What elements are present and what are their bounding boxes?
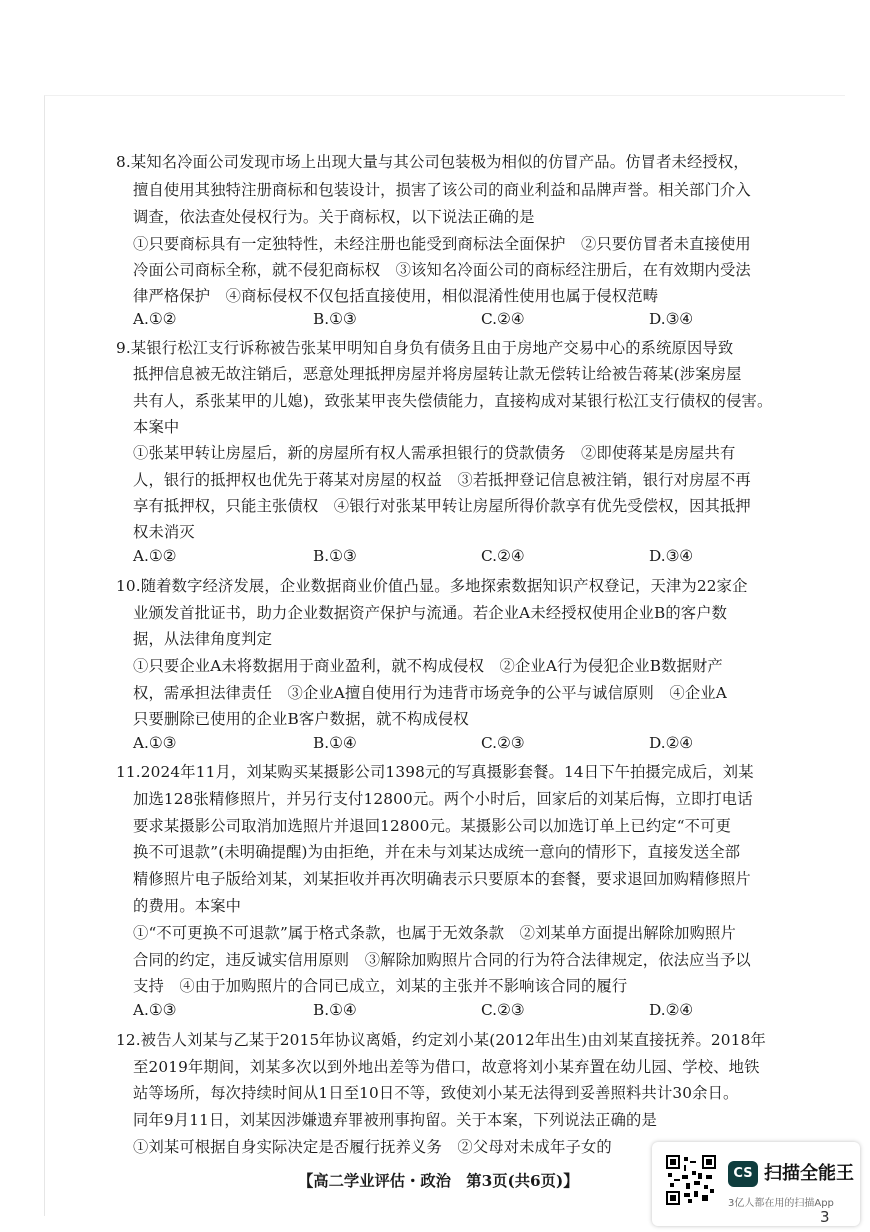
q9-line-8: 权未消灭 bbox=[133, 523, 195, 541]
q11-line-6: 的费用。本案中 bbox=[133, 897, 242, 915]
q9-line-5: ①张某甲转让房屋后，新的房屋所有权人需承担银行的贷款债务 ②即使蒋某是房屋共有 bbox=[133, 444, 736, 462]
q8-choice-b: B.①③ bbox=[313, 310, 357, 328]
q9-line-2: 抵押信息被无故注销后，恶意处理抵押房屋并将房屋转让款无偿转让给被告蒋某(涉案房屋 bbox=[133, 365, 742, 383]
q9-line-4: 本案中 bbox=[133, 418, 180, 436]
q8-choice-a: A.①② bbox=[133, 310, 177, 328]
q12-line-4: 同年9月11日，刘某因涉嫌遗弃罪被刑事拘留。关于本案，下列说法正确的是 bbox=[133, 1111, 657, 1129]
q10-choice-a: A.①③ bbox=[133, 734, 177, 752]
q9-choices bbox=[133, 547, 733, 567]
qr-code-icon bbox=[666, 1155, 716, 1205]
scanner-app-tagline: 3亿人都在用的扫描App bbox=[728, 1198, 834, 1209]
q8-line-4: ①只要商标具有一定独特性，未经注册也能受到商标法全面保护 ②只要仿冒者未直接使用 bbox=[133, 235, 751, 253]
q11-line-3: 要求某摄影公司取消加选照片并退回12800元。某摄影公司以加选订单上已约定“不可更 bbox=[133, 817, 732, 835]
q11-line-8: 合同的约定，违反诚实信用原则 ③解除加购照片合同的行为符合法律规定，依法应当予以 bbox=[133, 951, 751, 969]
q10-choice-c: C.②③ bbox=[481, 734, 525, 752]
q9-choice-c: C.②④ bbox=[481, 547, 525, 565]
q11-choice-c: C.②③ bbox=[481, 1001, 525, 1019]
q10-choice-b: B.①④ bbox=[313, 734, 357, 752]
q10-choices bbox=[133, 734, 733, 754]
q12-line-3: 站等场所，每次持续时间从1日至10日不等，致使刘小某无法得到妥善照料共计30余日。 bbox=[133, 1084, 739, 1102]
scanner-app-name: 扫描全能王 bbox=[764, 1163, 854, 1184]
q12-line-5: ①刘某可根据自身实际决定是否履行抚养义务 ②父母对未成年子女的 bbox=[133, 1138, 612, 1156]
q9-choice-a: A.①② bbox=[133, 547, 177, 565]
q9-line-3: 共有人，系张某甲的儿媳)，致张某甲丧失偿债能力，直接构成对某银行松江支行债权的侵害。 bbox=[133, 392, 773, 410]
q10-line-6: 只要删除已使用的企业B客户数据，就不构成侵权 bbox=[133, 710, 469, 728]
q8-line-5: 冷面公司商标全称，就不侵犯商标权 ③该知名冷面公司的商标经注册后，在有效期内受法 bbox=[133, 261, 751, 279]
q11-line-5: 精修照片电子版给刘某，刘某拒收并再次明确表示只要原本的套餐，要求退回加购精修照片 bbox=[133, 870, 751, 888]
q10-choice-d: D.②④ bbox=[649, 734, 694, 752]
q10-line-5: 权，需承担法律责任 ③企业A擅自使用行为违背市场竞争的公平与诚信原则 ④企业A bbox=[133, 684, 727, 702]
q11-line-7: ①“不可更换不可退款”属于格式条款，也属于无效条款 ②刘某单方面提出解除加购照片 bbox=[133, 924, 736, 942]
q9-line-1: 9.某银行松江支行诉称被告张某甲明知自身负有债务且由于房地产交易中心的系统原因导致 bbox=[116, 339, 734, 357]
q8-choices bbox=[133, 310, 733, 330]
q12-line-2: 至2019年期间，刘某多次以到外地出差等为借口，故意将刘小某弃置在幼儿园、学校、地铁 bbox=[133, 1058, 760, 1076]
q12-line-1: 12.被告人刘某与乙某于2015年协议离婚，约定刘小某(2012年出生)由刘某直接抚养。2018年 bbox=[116, 1031, 766, 1049]
q9-line-7: 享有抵押权，只能主张债权 ④银行对张某甲转让房屋所得价款享有优先受偿权，因其抵押 bbox=[133, 497, 751, 515]
q8-line-2: 擅自使用其独特注册商标和包装设计，损害了该公司的商业利益和品牌声誉。相关部门介入 bbox=[133, 181, 751, 199]
corner-page-number: 3 bbox=[820, 1208, 830, 1226]
q11-line-9: 支持 ④由于加购照片的合同已成立，刘某的主张并不影响该合同的履行 bbox=[133, 977, 628, 995]
q8-line-6: 律严格保护 ④商标侵权不仅包括直接使用，相似混淆性使用也属于侵权范畴 bbox=[133, 287, 659, 305]
q11-choice-a: A.①③ bbox=[133, 1001, 177, 1019]
q9-line-6: 人，银行的抵押权也优先于蒋某对房屋的权益 ③若抵押登记信息被注销，银行对房屋不再 bbox=[133, 471, 751, 489]
q9-choice-d: D.③④ bbox=[649, 547, 694, 565]
page-footer: 【高二学业评估・政治 第3页(共6页)】 bbox=[298, 1172, 579, 1190]
q11-line-4: 换不可退款”(未明确提醒)为由拒绝，并在未与刘某达成统一意向的情形下，直接发送全部 bbox=[133, 843, 741, 861]
q11-choice-b: B.①④ bbox=[313, 1001, 357, 1019]
q8-line-1: 8.某知名冷面公司发现市场上出现大量与其公司包装极为相似的仿冒产品。仿冒者未经授权， bbox=[116, 153, 749, 171]
cs-logo-icon: CS bbox=[728, 1161, 758, 1187]
q10-line-3: 据，从法律角度判定 bbox=[133, 630, 273, 648]
q11-line-1: 11.2024年11月，刘某购买某摄影公司1398元的写真摄影套餐。14日下午拍摄完成后，刘某 bbox=[116, 763, 754, 781]
q10-line-4: ①只要企业A未将数据用于商业盈利，就不构成侵权 ②企业A行为侵犯企业B数据财产 bbox=[133, 657, 723, 675]
q10-line-1: 10.随着数字经济发展，企业数据商业价值凸显。多地探索数据知识产权登记，天津为22家企 bbox=[116, 577, 748, 595]
q8-choice-d: D.③④ bbox=[649, 310, 694, 328]
q11-choices bbox=[133, 1001, 733, 1021]
q10-line-2: 业颁发首批证书，助力企业数据资产保护与流通。若企业A未经授权使用企业B的客户数 bbox=[133, 604, 728, 622]
q8-choice-c: C.②④ bbox=[481, 310, 525, 328]
q11-line-2: 加选128张精修照片，并另行支付12800元。两个小时后，回家后的刘某后悔，立即打电话 bbox=[133, 790, 753, 808]
q11-choice-d: D.②④ bbox=[649, 1001, 694, 1019]
q9-choice-b: B.①③ bbox=[313, 547, 357, 565]
q8-line-3: 调查，依法查处侵权行为。关于商标权，以下说法正确的是 bbox=[133, 208, 535, 226]
